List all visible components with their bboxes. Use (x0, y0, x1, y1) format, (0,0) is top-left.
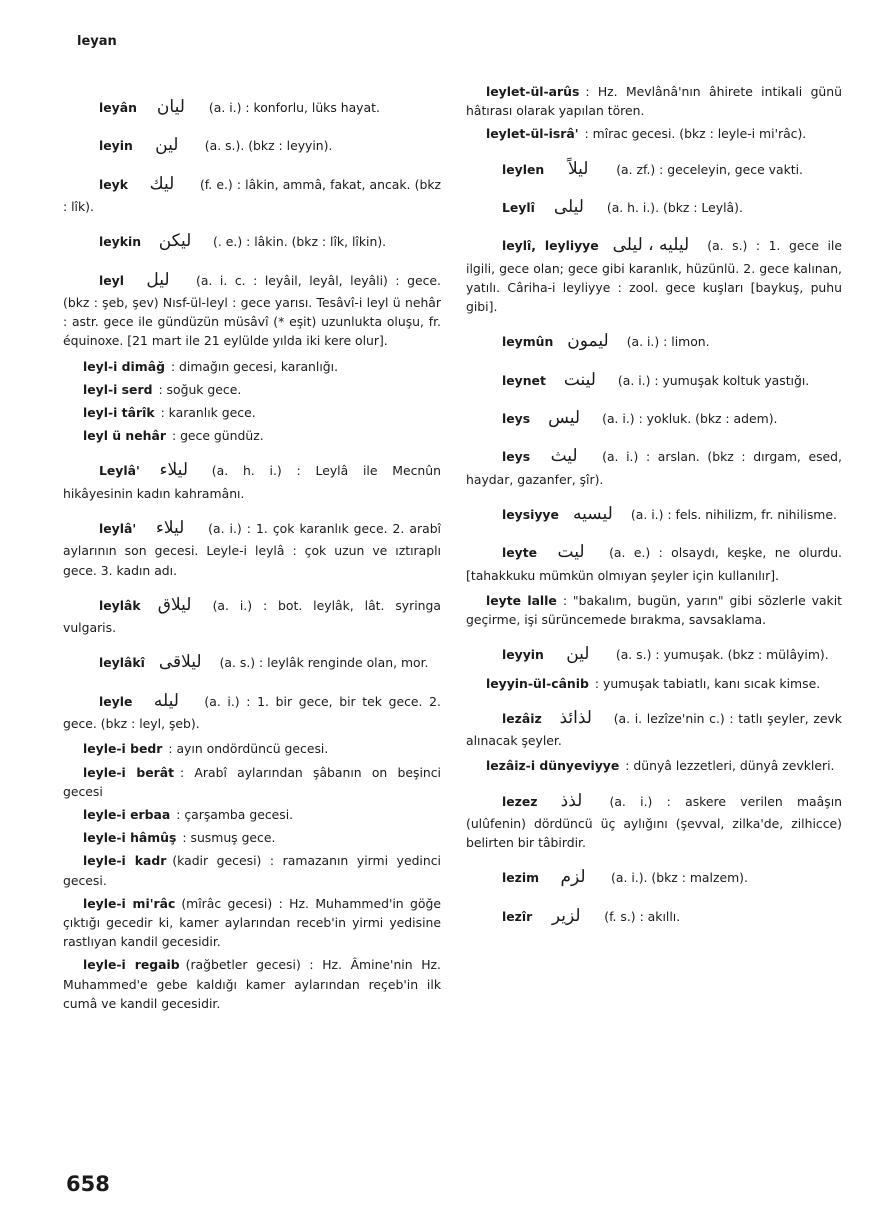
dictionary-entry (466, 788, 842, 853)
entry-headword: leyyin-ül-cânib (486, 675, 589, 691)
entry-arabic-script: ليت (557, 542, 585, 563)
entry-arabic-script: ليله (153, 690, 179, 711)
entry-arabic-script: لينت (563, 369, 596, 390)
dictionary-entry (63, 403, 441, 422)
dictionary-entry (466, 501, 842, 527)
entry-definition: (a. i. lezîze'nin c.) : tatlı şeyler, zevk alınacak şeyler. (466, 710, 842, 749)
entry-definition: (rağbetler gecesi) : Hz. Âmine'nin Hz. Muhammed'e gebe kaldığı kamer aylarından reçeb'in ilk cumâ ve kandil gecesidir. (63, 957, 441, 1011)
entry-headword: leyân (99, 100, 137, 115)
dictionary-entry (466, 232, 842, 316)
dictionary-entry (466, 756, 842, 775)
entry-headword: leyyin (502, 647, 544, 663)
dictionary-entry (63, 851, 441, 889)
dictionary-entry (63, 592, 441, 638)
entry-definition: (a. h. i.) : Leylâ ile Mecnûn hikâyesinin kadın kahramânı. (63, 463, 441, 501)
entry-definition: : ayın ondördüncü gecesi. (168, 741, 329, 757)
dictionary-entry (63, 132, 441, 158)
entry-arabic-script: ليمون (567, 331, 609, 352)
entry-definition: (a. s.) : leylâk renginde olan, mor. (219, 655, 429, 671)
entry-definition: : susmuş gece. (182, 830, 276, 846)
entry-arabic-script: ليلاقى (158, 652, 202, 673)
dictionary-entry (63, 94, 441, 120)
entry-headword: leyle-i erbaa (83, 806, 171, 822)
entry-definition: (a. zf.) : geceleyin, gece vakti. (616, 161, 803, 177)
entry-headword: leylâ' (99, 521, 137, 537)
entry-definition: (f. e.) : lâkin, ammâ, fakat, ancak. (bkz : lîk). (63, 176, 441, 215)
entry-definition: (a. e.) : olsaydı, keşke, ne olurdu. [tahakkuku mümkün olmıyan şeyler için kullanılır]. (466, 545, 842, 583)
entry-headword: leyle-i kadr (83, 853, 167, 869)
dictionary-entry (63, 955, 441, 1013)
entry-headword: leylet-ül-arûs (486, 84, 580, 99)
entry-headword: leyl (99, 272, 124, 288)
entry-definition: : soğuk gece. (158, 381, 242, 397)
right-column (466, 82, 842, 935)
entry-definition: : dimağın gecesi, karanlığı. (170, 358, 339, 374)
entry-definition: (a. i.) : 1. bir gece, bir tek gece. 2. gece. (bkz : leyl, şeb). (63, 693, 441, 732)
entry-definition: : gece gündüz. (171, 428, 264, 444)
entry-definition: (kadir gecesi) : ramazanın yirmi yedinci gecesi. (63, 853, 441, 888)
dictionary-entry (63, 805, 441, 824)
dictionary-entry (466, 328, 842, 354)
entry-definition: : yumuşak tabiatlı, kanı sıcak kimse. (594, 675, 821, 691)
dictionary-entry (63, 515, 441, 580)
entry-arabic-script: ليكن (158, 231, 192, 252)
entry-headword: leykin (99, 234, 142, 250)
entry-headword: leyle-i berât (83, 764, 175, 780)
entry-headword: leylen (502, 161, 545, 177)
entry-headword: leysiyye (502, 506, 559, 522)
entry-definition: (a. i.) : askere verilen maâşın (ulûfenin) dördüncü üç aylığını (şevval, zilka'de, zilhicce) belirten bir tâbirdir. (466, 793, 842, 851)
entry-definition: : dünyâ lezzetleri, dünyâ zevkleri. (625, 758, 835, 774)
dictionary-entry (466, 591, 842, 629)
entry-headword: lezez (502, 793, 538, 809)
entry-definition: (a. i.) : 1. çok karanlık gece. 2. arabî aylarının son gecesi. Leyle-i leylâ : çok uzun ve ıztıraplı gece. 3. kadın adı. (63, 521, 441, 578)
entry-headword: leyle (99, 693, 133, 709)
entry-definition: (a. i.) : limon. (626, 334, 710, 350)
entry-headword: leylî, leyliyye (502, 238, 599, 254)
entry-headword: leyle-i regaib (83, 957, 180, 973)
entry-arabic-script: ليل (146, 269, 170, 290)
dictionary-entry (466, 194, 842, 220)
page-number: 658 (66, 1172, 110, 1196)
entry-headword: leylâkî (99, 655, 145, 671)
entry-definition: (a. s.) : 1. gece ile ilgili, gece olan; gece gibi karanlık, hüzünlü. 2. gece kalınan, yatılı. Câriha-i leyliyye : zool. gece kuşları [baykuş, puhu gibi]. (466, 238, 842, 315)
entry-arabic-script: ليس (548, 408, 581, 429)
dictionary-entry (466, 405, 842, 431)
entry-headword: Leylâ' (99, 463, 140, 479)
entry-headword: leyin (99, 138, 133, 154)
entry-arabic-script: ليك (149, 173, 175, 194)
entry-headword: lezâiz (502, 710, 542, 726)
entry-arabic-script: لذائذ (559, 707, 592, 728)
entry-headword: leyle-i hâmûş (83, 830, 177, 846)
dictionary-entry (63, 649, 441, 675)
entry-headword: leyte (502, 545, 538, 561)
entry-headword: lezim (502, 870, 540, 886)
entry-headword: leyl-i serd (83, 381, 153, 397)
entry-headword: lezâiz-i dünyeviyye (486, 758, 620, 774)
dictionary-entry (466, 124, 842, 143)
entry-definition: : mîrac gecesi. (bkz : leyle-i mi'râc). (584, 126, 807, 142)
dictionary-entry (63, 171, 441, 217)
entry-headword: leyte lalle (486, 592, 557, 608)
entry-arabic-script: ليث (550, 446, 578, 467)
entry-arabic-script: ليلاق (157, 594, 192, 615)
entry-headword: leyle-i bedr (83, 741, 163, 757)
dictionary-entry (63, 763, 441, 801)
entry-definition: : Hz. Mevlânâ'nın âhirete intikali günü hâtırası olarak yapılan tören. (466, 84, 842, 119)
entry-arabic-script: لزم (560, 867, 586, 888)
entry-definition: (a. i.) : yokluk. (bkz : adem). (602, 411, 778, 427)
entry-headword: Leylî (502, 200, 535, 215)
entry-arabic-script: لذذ (560, 790, 583, 811)
dictionary-entry (63, 267, 441, 351)
dictionary-entry (63, 426, 441, 445)
entry-arabic-script: لزير (551, 905, 581, 926)
entry-definition: (a. s.) : yumuşak. (bkz : mülâyim). (615, 647, 829, 663)
dictionary-entry (466, 705, 842, 751)
entry-definition: : karanlık gece. (160, 405, 256, 421)
entry-arabic-script: ليان (156, 97, 185, 117)
entry-arabic-script: ليلاً (567, 158, 589, 179)
entry-arabic-script: ليلاء (155, 518, 185, 539)
dictionary-entry (466, 156, 842, 182)
entry-definition: (a. i.) : fels. nihilizm, fr. nihilisme. (630, 506, 837, 522)
left-column (63, 82, 441, 1017)
entry-arabic-script: لين (155, 135, 179, 156)
entry-arabic-script: ليلاء (159, 460, 188, 481)
entry-definition: (f. s.) : akıllı. (604, 908, 681, 924)
dictionary-entry (466, 903, 842, 929)
dictionary-entry (63, 228, 441, 254)
dictionary-entry (466, 641, 842, 667)
dictionary-entry (63, 457, 441, 503)
entry-headword: leyl-i dimâğ (83, 358, 165, 374)
dictionary-entry (63, 739, 441, 758)
dictionary-entry (466, 367, 842, 393)
entry-definition: (a. i.). (bkz : malzem). (611, 870, 748, 886)
entry-definition: : çarşamba gecesi. (176, 806, 294, 822)
dictionary-entry (63, 357, 441, 376)
dictionary-entry (466, 82, 842, 120)
entry-arabic-script: لين (566, 644, 590, 665)
entry-arabic-script: ليليه ، ليلى (612, 235, 690, 256)
entry-headword: leylâk (99, 597, 141, 613)
entry-headword: leys (502, 411, 531, 427)
entry-headword: leyl ü nehâr (83, 428, 166, 444)
entry-headword: leyle-i mi'râc (83, 895, 176, 911)
entry-definition: (mîrâc gecesi) : Hz. Muhammed'in göğe çıktığı gecedir ki, kamer aylarından receb'in yirmi yedisine rastlıyan kandil gecesidir. (63, 895, 441, 950)
dictionary-entry (63, 828, 441, 847)
dictionary-entry (63, 380, 441, 399)
entry-headword: leyk (99, 176, 128, 192)
entry-headword: leyl-i târîk (83, 405, 155, 421)
entry-arabic-script: ليلى (553, 197, 584, 217)
page-header-guide-word: leyan (77, 34, 117, 49)
entry-definition: : "bakalım, bugün, yarın" gibi sözlerle vakit geçirme, işi sürüncemede bırakma, savsaklama. (466, 592, 843, 628)
entry-headword: leymûn (502, 334, 554, 350)
entry-definition: (a. i.) : bot. leylâk, lât. syringa vulgaris. (63, 597, 441, 636)
entry-definition: (a. i.) : arslan. (bkz : dırgam, esed, haydar, gazanfer, şîr). (466, 449, 842, 487)
dictionary-entry (466, 674, 842, 693)
entry-headword: lezîr (502, 908, 533, 924)
dictionary-entry (63, 688, 441, 734)
entry-definition: (a. h. i.). (bkz : Leylâ). (606, 200, 743, 215)
entry-headword: leys (502, 449, 531, 465)
entry-headword: leynet (502, 372, 546, 388)
dictionary-entry (466, 443, 842, 489)
dictionary-entry (466, 539, 842, 585)
dictionary-entry (466, 864, 842, 890)
entry-headword: leylet-ül-isrâ' (486, 126, 579, 142)
entry-definition: (a. i.) : konforlu, lüks hayat. (208, 100, 380, 115)
entry-definition: (a. i.) : yumuşak koltuk yastığı. (617, 372, 810, 388)
dictionary-entry (63, 894, 441, 952)
entry-arabic-script: ليسيه (573, 503, 613, 524)
entry-definition: (a. s.). (bkz : leyyin). (204, 138, 333, 154)
entry-definition: : Arabî aylarından şâbanın on beşinci gecesi (63, 764, 441, 799)
entry-definition: (. e.) : lâkin. (bkz : lîk, lîkin). (213, 234, 387, 250)
entry-definition: (a. i. c. : leyâil, leyâl, leyâli) : gece. (bkz : şeb, şev) Nısf-ül-leyl : gece yarısı. Tesâvî-i leyl ü nehâr : astr. gece ile gündüzün müsâvî (* eşit) uzunlukta oluşu, fr. équinoxe. [21 mart ile 21 eylülde yılda iki kere olur]. (63, 272, 441, 349)
